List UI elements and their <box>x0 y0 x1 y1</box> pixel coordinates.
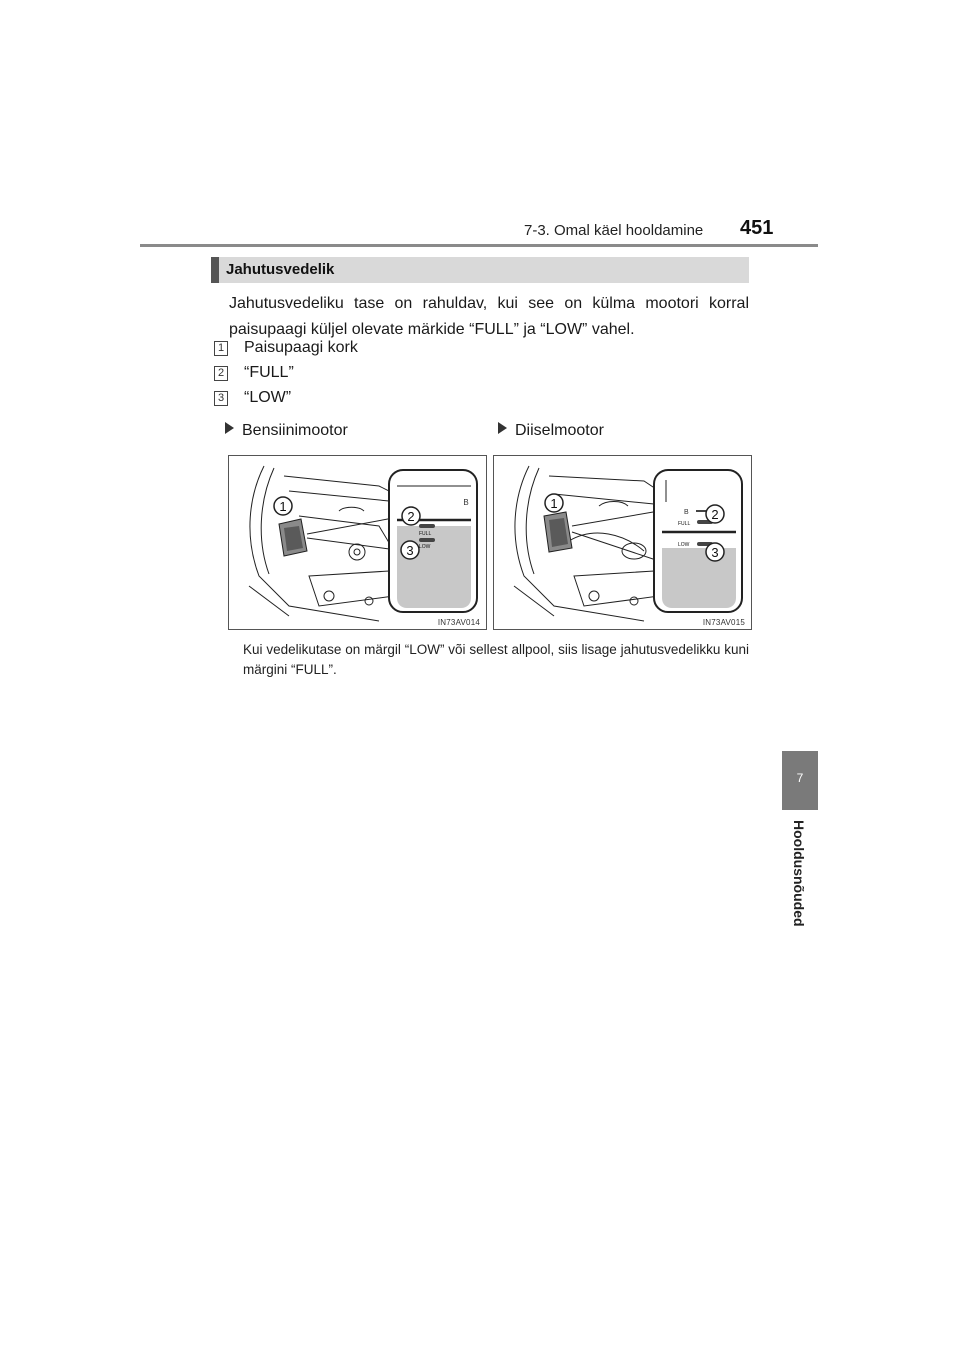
petrol-engine-illustration <box>228 455 487 630</box>
callout-2: 2 <box>711 507 719 522</box>
page-number: 451 <box>740 217 774 239</box>
item-label: Paisupaagi kork <box>244 339 358 356</box>
header-section-title: 7-3. Omal käel hooldamine <box>524 222 704 239</box>
chapter-number: 7 <box>796 771 804 785</box>
mark-low: LOW <box>678 542 690 548</box>
header-divider <box>140 244 818 247</box>
engine-bay-drawing <box>494 456 751 629</box>
intro-paragraph: Jahutusvedeliku tase on rahuldav, kui see on külma mootori korral paisupaagi küljel olevate märkide “FULL” ja “LOW” vahel. <box>229 295 749 338</box>
figure-code: IN73AV014 <box>437 618 480 627</box>
mark-full: FULL <box>678 521 691 527</box>
section-title: Jahutusvedelik <box>226 261 335 278</box>
callout-3: 3 <box>406 543 414 558</box>
triangle-bullet-icon <box>225 422 234 434</box>
item-label: “FULL” <box>244 364 294 381</box>
mark-low: LOW <box>419 544 431 550</box>
callout-2: 2 <box>407 509 415 524</box>
item-number-box: 3 <box>214 391 228 406</box>
item-label: “LOW” <box>244 389 292 406</box>
chapter-title-vertical <box>788 820 810 940</box>
triangle-bullet-icon <box>498 422 507 434</box>
diesel-engine-illustration <box>493 455 752 630</box>
petrol-engine-label: Bensiinimootor <box>225 422 348 440</box>
chapter-title: Hooldusnõuded <box>791 820 807 927</box>
callout-3: 3 <box>711 545 719 560</box>
chapter-tab <box>782 751 818 810</box>
mark-b: B <box>463 498 469 507</box>
note-paragraph: Kui vedelikutase on märgil “LOW” või sellest allpool, siis lisage jahutusvedelikku kuni märgini “FULL”. <box>243 642 749 677</box>
item-number-box: 1 <box>214 341 228 356</box>
figure-code: IN73AV015 <box>702 618 745 627</box>
callout-1: 1 <box>279 499 287 514</box>
engine-bay-drawing <box>229 456 486 629</box>
list-item <box>214 364 294 382</box>
list-item <box>214 339 358 357</box>
section-heading-accent <box>211 257 219 283</box>
section-heading-bar <box>211 257 749 283</box>
mark-b: B <box>684 509 689 516</box>
callout-1: 1 <box>550 496 558 511</box>
list-item <box>214 389 291 407</box>
mark-full: FULL <box>419 531 432 537</box>
item-number-box: 2 <box>214 366 228 381</box>
diesel-engine-label: Diiselmootor <box>498 422 604 440</box>
